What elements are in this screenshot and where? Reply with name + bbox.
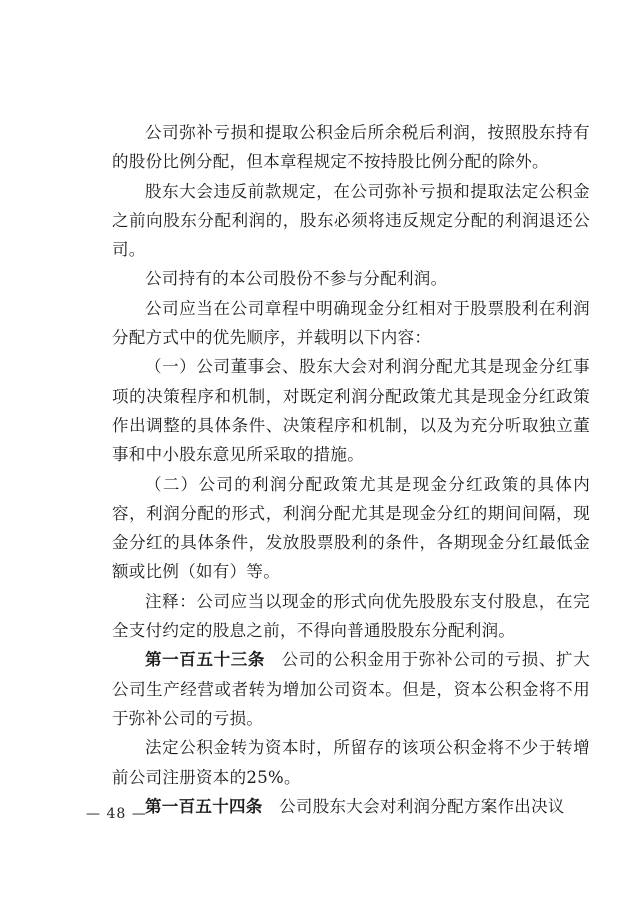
paragraph-cash-dividend-priority: 公司应当在公司章程中明确现金分红相对于股票股利在利润分配方式中的优先顺序，并载明以下内容： bbox=[112, 298, 590, 348]
paragraph-article-153: 第一百五十三条 公司的公积金用于弥补公司的亏损、扩大公司生产经营或者转为增加公司资本。但是，资本公积金将不用于弥补公司的亏损。 bbox=[112, 650, 590, 728]
paragraph-article-154: 第一百五十四条 公司股东大会对利润分配方案作出决议 bbox=[145, 796, 565, 816]
paragraph-profit-distribution: 公司弥补亏损和提取公积金后所余税后利润，按照股东持有的股份比例分配，但本章程规定不按持股比例分配的除外。 bbox=[112, 123, 590, 172]
page-number: — 48 — bbox=[86, 806, 147, 822]
document-body bbox=[112, 118, 590, 821]
article-number-153: 第一百五十三条 bbox=[145, 650, 266, 670]
paragraph-own-shares: 公司持有的本公司股份不参与分配利润。 bbox=[145, 269, 448, 289]
paragraph-item-one: （一）公司董事会、股东大会对利润分配尤其是现金分红事项的决策程序和机制，对既定利润分配政策尤其是现金分红政策作出调整的具体条件、决策程序和机制，以及为充分听取独立董事和中小股东意见所采取的措施。 bbox=[112, 357, 590, 465]
paragraph-item-two: （二）公司的利润分配政策尤其是现金分红政策的具体内容，利润分配的形式，利润分配尤其是现金分红的期间间隔，现金分红的具体条件，发放股票股利的条件，各期现金分红最低金额或比例（如有）等。 bbox=[112, 474, 590, 582]
paragraph-violation-refund: 股东大会违反前款规定，在公司弥补亏损和提取法定公积金之前向股东分配利润的，股东必须将违反规定分配的利润退还公司。 bbox=[112, 181, 590, 260]
paragraph-capitalization: 法定公积金转为资本时，所留存的该项公积金将不少于转增前公司注册资本的25%。 bbox=[112, 738, 590, 787]
article-number-154: 第一百五十四条 bbox=[145, 796, 263, 816]
paragraph-note: 注释：公司应当以现金的形式向优先股股东支付股息，在完全支付约定的股息之前，不得向普通股股东分配利润。 bbox=[112, 591, 590, 641]
